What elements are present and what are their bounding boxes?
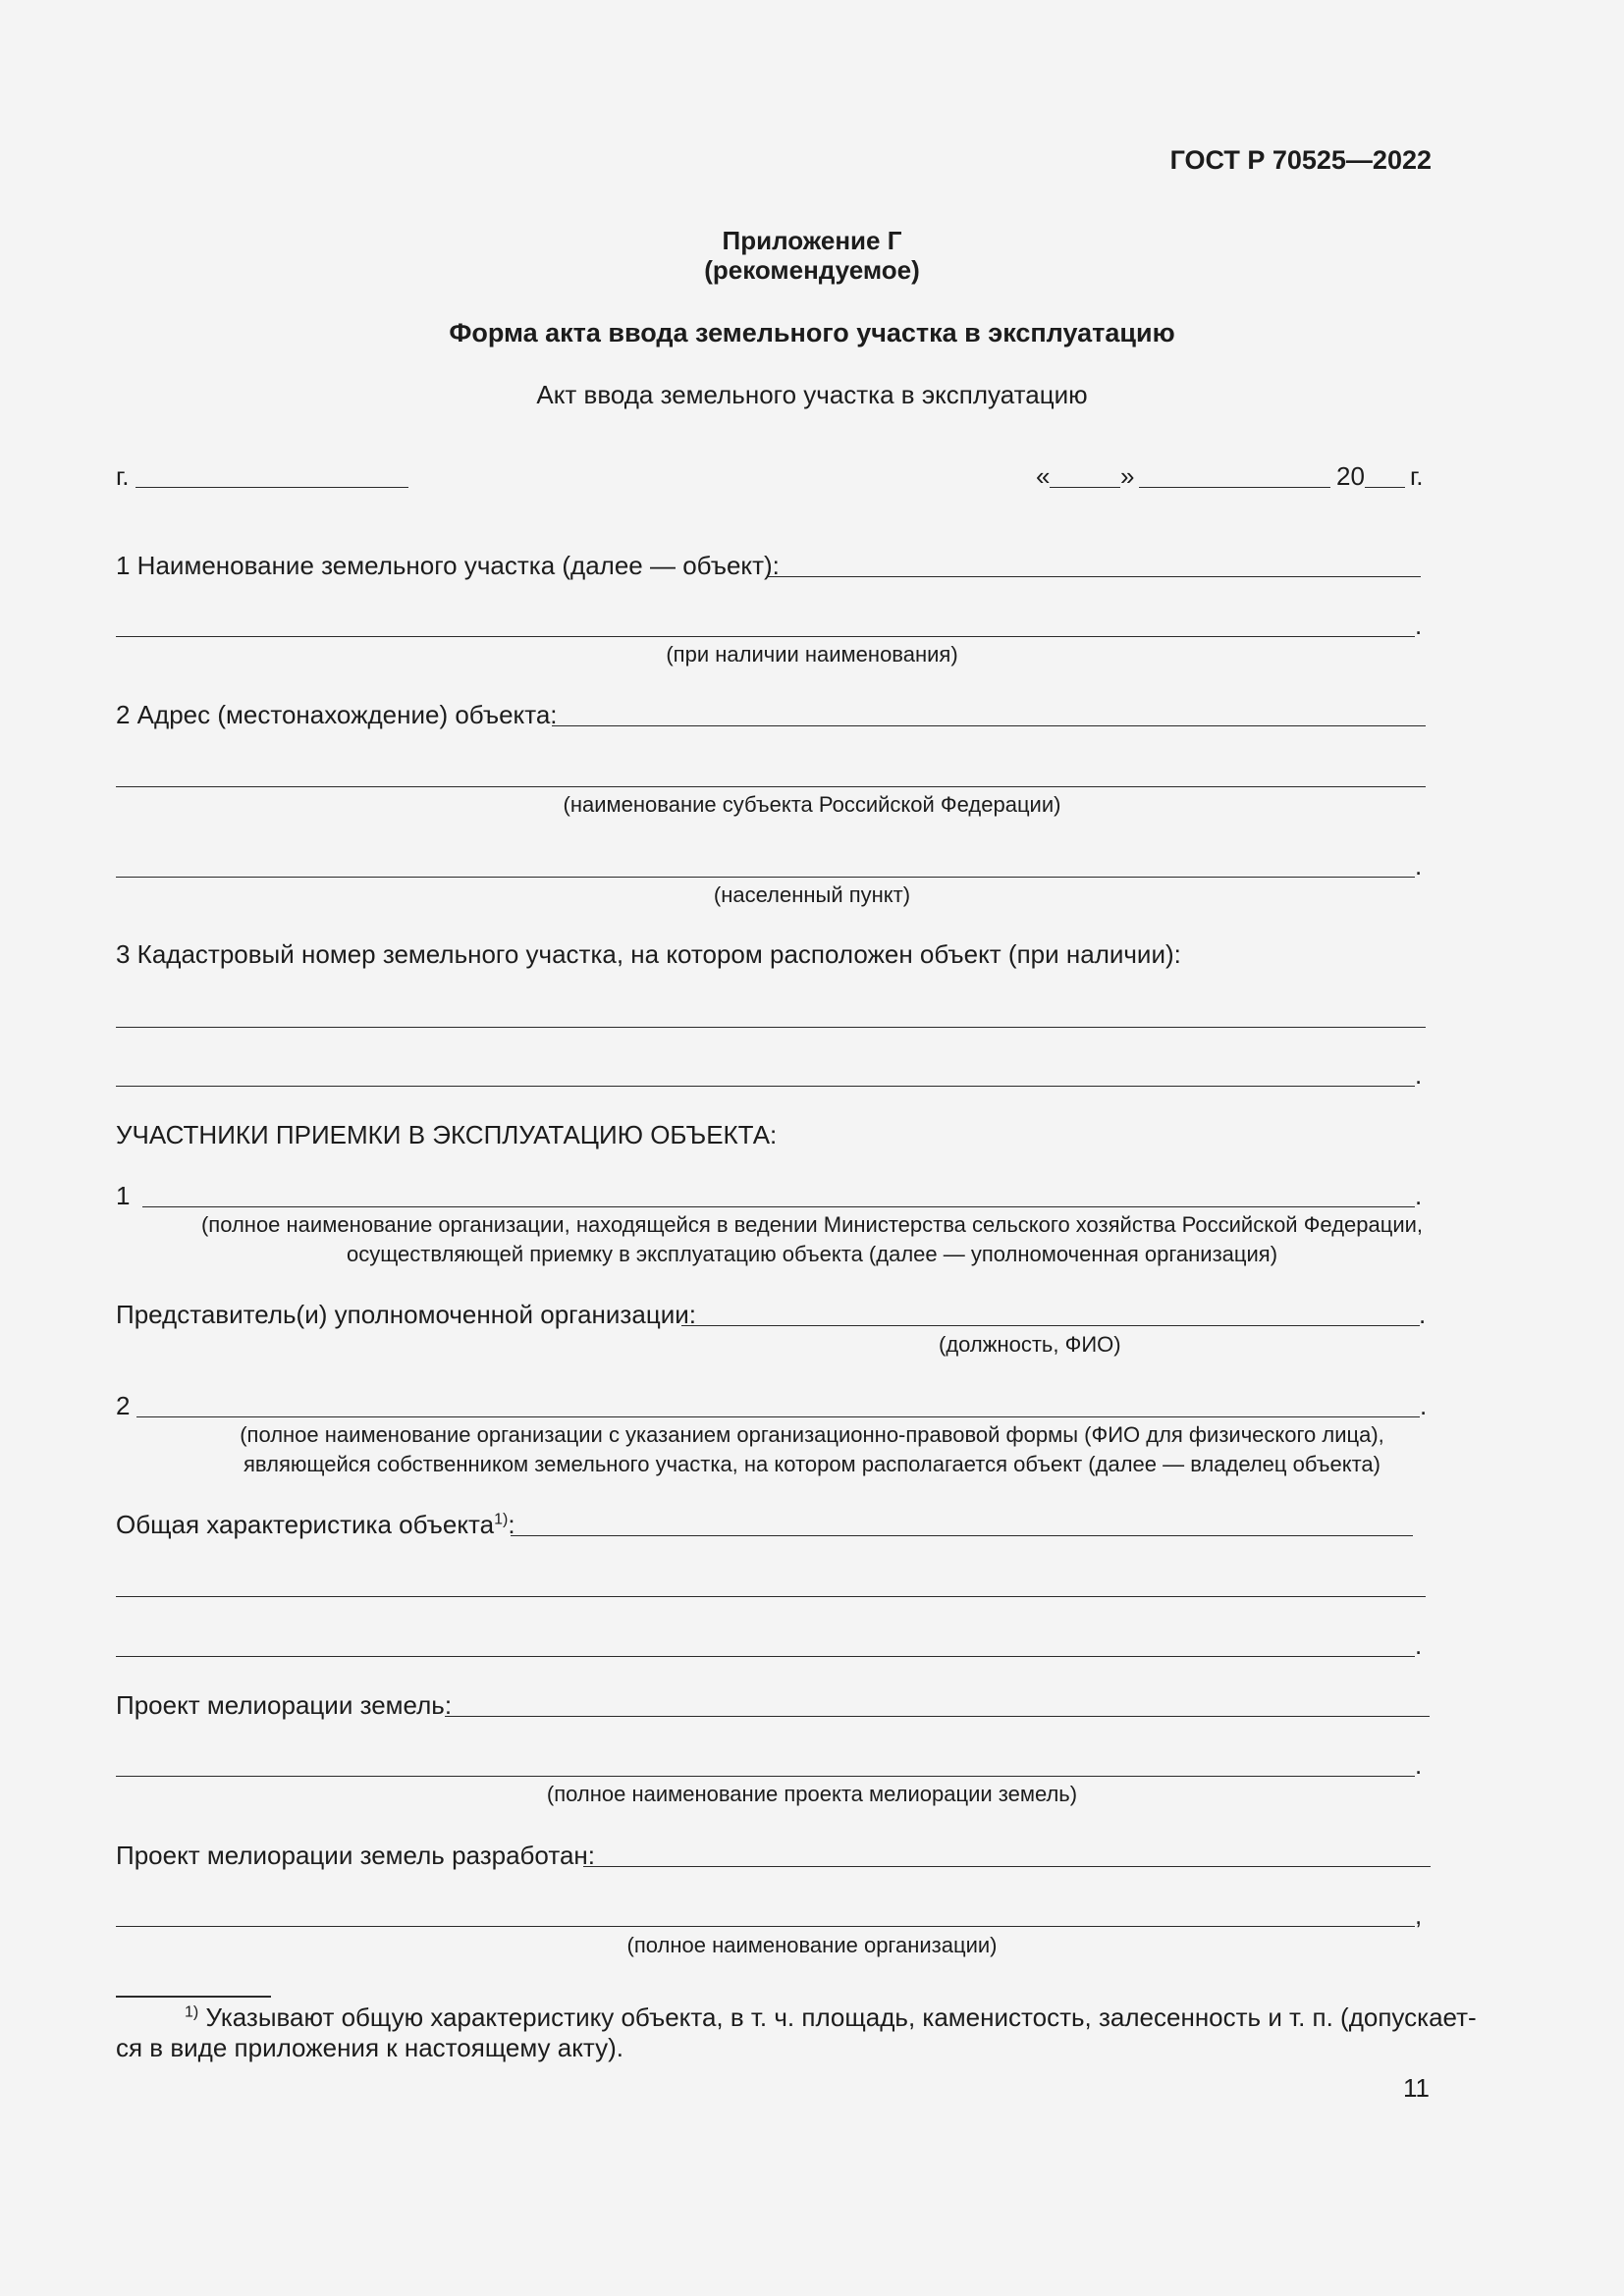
item1-period: . xyxy=(1415,611,1423,640)
developer-field-a[interactable] xyxy=(583,1866,1431,1867)
participant2-number: 2 xyxy=(116,1391,131,1420)
city-prefix: г. xyxy=(116,461,130,491)
participant1-hint-line2: осуществляющей приемку в эксплуатацию объекта (далее — уполномоченная организация) xyxy=(346,1242,1278,1266)
participant2-hint-line2: являющейся собственником земельного участка, на котором располагается объект (далее — владелец объекта) xyxy=(244,1452,1380,1476)
participant1-number: 1 xyxy=(116,1181,131,1210)
characteristics-period: . xyxy=(1415,1630,1423,1660)
appendix-type: (рекомендуемое) xyxy=(704,255,920,285)
characteristics-field-a[interactable] xyxy=(511,1535,1413,1536)
date-year-prefix: 20 xyxy=(1336,461,1365,491)
developer-comma: , xyxy=(1415,1900,1423,1930)
item2-settlement-hint: (населенный пункт) xyxy=(713,882,911,907)
characteristics-field-c[interactable] xyxy=(116,1656,1415,1657)
characteristics-label: Общая характеристика объекта$^{1)}$: xyxy=(116,1510,515,1539)
representative-period: . xyxy=(1419,1300,1427,1329)
project-period: . xyxy=(1415,1750,1423,1780)
form-title: Форма акта ввода земельного участка в эксплуатацию xyxy=(449,318,1175,347)
representative-label: Представитель(и) уполномоченной организации: xyxy=(116,1300,696,1329)
project-hint: (полное наименование проекта мелиорации земель) xyxy=(546,1782,1078,1806)
item3-period: . xyxy=(1415,1060,1423,1090)
project-field-b[interactable] xyxy=(116,1776,1415,1777)
representative-hint: (должность, ФИО) xyxy=(939,1332,1121,1357)
footnote-separator xyxy=(116,1996,271,1998)
item1-field-a[interactable] xyxy=(767,576,1421,577)
date-quote-open: « xyxy=(1036,461,1051,491)
participant2-period: . xyxy=(1420,1391,1428,1420)
date-year-suffix: г. xyxy=(1410,461,1424,491)
characteristics-field-b[interactable] xyxy=(116,1596,1426,1597)
act-subtitle: Акт ввода земельного участка в эксплуатацию xyxy=(536,380,1088,409)
item2-settlement-field[interactable] xyxy=(116,877,1415,878)
characteristics-footnote-mark[interactable]: 1) xyxy=(494,1511,509,1528)
developer-label: Проект мелиорации земель разработан: xyxy=(116,1841,595,1870)
item3-label: 3 Кадастровый номер земельного участка, на котором расположен объект (при наличии): xyxy=(116,939,1181,969)
participant1-hint-line1: (полное наименование организации, находящейся в ведении Министерства сельского хозяйства Российской Федерации, xyxy=(200,1212,1424,1237)
date-day-field[interactable] xyxy=(1050,487,1120,488)
project-label: Проект мелиорации земель: xyxy=(116,1690,453,1720)
participant2-hint-line1: (полное наименование организации с указанием организационно-правовой формы (ФИО для физического лица), xyxy=(240,1422,1384,1447)
document-code: ГОСТ Р 70525—2022 xyxy=(1169,145,1432,175)
developer-field-b[interactable] xyxy=(116,1926,1415,1927)
item2-label: 2 Адрес (местонахождение) объекта: xyxy=(116,700,558,729)
item1-label: 1 Наименование земельного участка (далее — объект): xyxy=(116,551,780,580)
item2-region-hint: (наименование субъекта Российской Федерации) xyxy=(563,792,1061,817)
participant1-period: . xyxy=(1415,1181,1423,1210)
appendix-title: Приложение Г xyxy=(722,226,902,255)
item3-field-b[interactable] xyxy=(116,1086,1415,1087)
footnote-text-line1: $^{1)}$ Указывают общую характеристику объекта, в т. ч. площадь, каменистость, залесенность и т. п. (допускает- xyxy=(185,2002,1477,2032)
item3-field-a[interactable] xyxy=(116,1027,1426,1028)
participants-heading: УЧАСТНИКИ ПРИЕМКИ В ЭКСПЛУАТАЦИЮ ОБЪЕКТА: xyxy=(116,1120,778,1149)
developer-hint: (полное наименование организации) xyxy=(626,1933,998,1957)
item1-field-b[interactable] xyxy=(116,636,1415,637)
footnote-mark: 1) xyxy=(185,2003,199,2021)
date-quote-close: » xyxy=(1120,461,1135,491)
item2-field-a[interactable] xyxy=(552,725,1426,726)
participant2-field[interactable] xyxy=(136,1416,1420,1417)
representative-field[interactable] xyxy=(681,1325,1420,1326)
date-month-field[interactable] xyxy=(1139,487,1330,488)
date-year-field[interactable] xyxy=(1365,487,1405,488)
project-field-a[interactable] xyxy=(445,1716,1430,1717)
item2-period: . xyxy=(1415,851,1423,881)
page-number: 11 xyxy=(1403,2073,1430,2103)
city-field[interactable] xyxy=(135,487,408,488)
participant1-field[interactable] xyxy=(142,1206,1415,1207)
footnote-text-line2: ся в виде приложения к настоящему акту). xyxy=(116,2033,623,2062)
item1-hint: (при наличии наименования) xyxy=(666,642,958,667)
item2-region-field[interactable] xyxy=(116,786,1426,787)
